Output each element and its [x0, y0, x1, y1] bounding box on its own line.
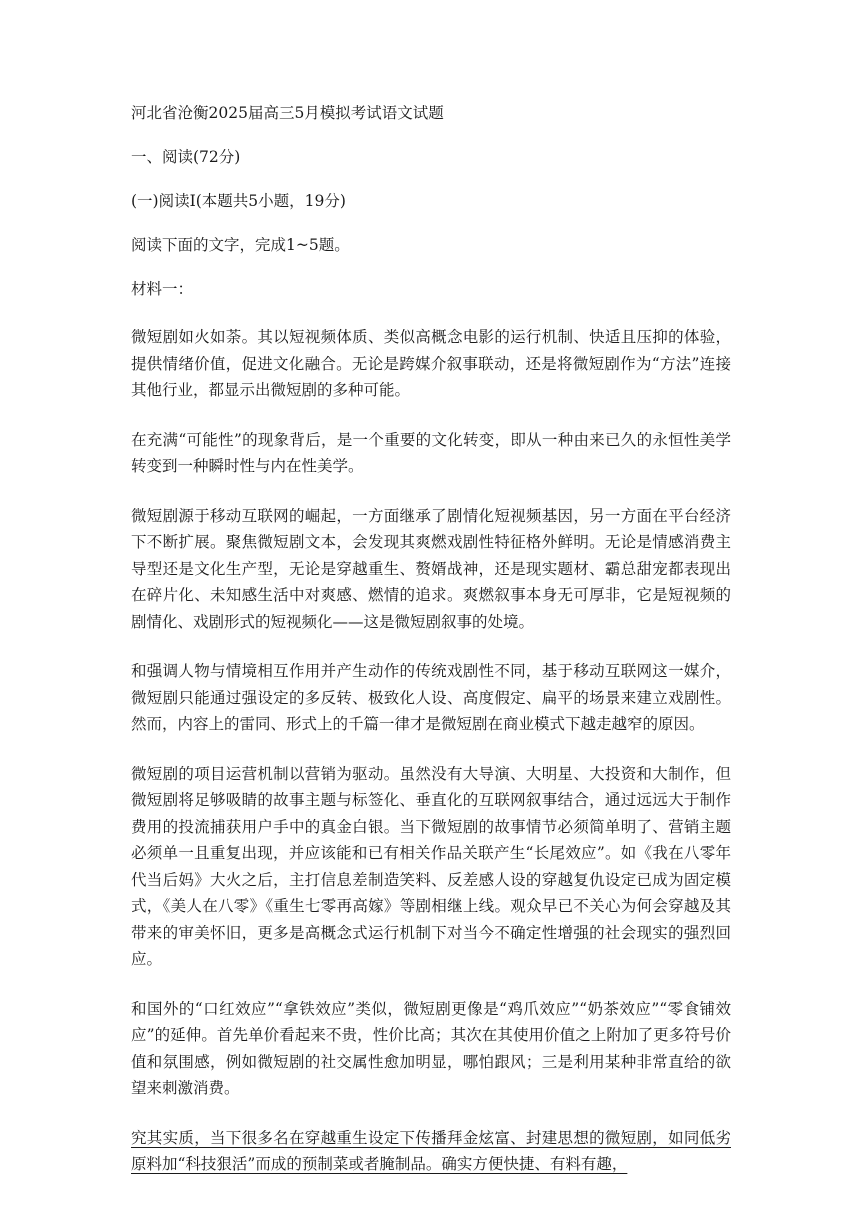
subsection-heading: (一)阅读Ⅰ(本题共5小题，19分)	[131, 192, 346, 210]
document-title: 河北省沧衡2025届高三5月模拟考试语文试题	[131, 104, 444, 122]
paragraph-5: 微短剧的项目运营机制以营销为驱动。虽然没有大导演、大明星、大投资和大制作，但微短剧将足够吸睛的故事主题与标签化、垂直化的互联网叙事结合，通过远远大于制作费用的投流捕获用户手中的真金白银。当下微短剧的故事情节必须简单明了、营销主题必须单一且重复出现，并应该能和已有相关作品关联产生“长尾效应”。如《我在八零年代当后妈》大火之后，主打信息差制造笑料、反差感人设的穿越复仇设定已成为固定模式，《美人在八零》《重生七零再高嫁》等剧相继上线。观众早已不关心为何会穿越及其带来的审美怀旧，更多是高概念式运行机制下对当今不确定性增强的社会现实的强烈回应。	[131, 764, 731, 968]
paragraph-4: 和强调人物与情境相互作用并产生动作的传统戏剧性不同，基于移动互联网这一媒介，微短剧只能通过强设定的多反转、极致化人设、高度假定、扁平的场景来建立戏剧性。然而，内容上的雷同、形式上的千篇一律才是微短剧在商业模式下越走越窄的原因。	[131, 662, 731, 733]
document-page	[131, 100, 731, 1201]
paragraph-7-underlined: 究其实质，当下很多名在穿越重生设定下传播拜金炫富、封建思想的微短剧，如同低劣原料加“科技狠活”而成的预制菜或者腌制品。确实方便快捷、有料有趣，	[131, 1128, 731, 1173]
paragraph-6: 和国外的“口红效应”“拿铁效应”类似，微短剧更像是“鸡爪效应”“奶茶效应”“零食铺效应”的延伸。首先单价看起来不贵，性价比高；其次在其使用价值之上附加了更多符号价值和氛围感，例如微短剧的社交属性愈加明显，哪怕跟风；三是利用某种非常直给的欲望来刺激消费。	[131, 999, 731, 1097]
material-label: 材料一：	[131, 280, 194, 298]
section-heading: 一、阅读(72分)	[131, 148, 241, 166]
paragraph-3: 微短剧源于移动互联网的崛起，一方面继承了剧情化短视频基因，另一方面在平台经济下不断扩展。聚焦微短剧文本，会发现其爽燃戏剧性特征格外鲜明。无论是情感消费主导型还是文化生产型，无论是穿越重生、赘婿战神，还是现实题材、霸总甜宠都表现出在碎片化、未知感生活中对爽感、燃情的追求。爽燃叙事本身无可厚非，它是短视频的剧情化、戏剧形式的短视频化——这是微短剧叙事的处境。	[131, 506, 731, 631]
instruction-text: 阅读下面的文字，完成1~5题。	[131, 236, 350, 254]
paragraph-1: 微短剧如火如荼。其以短视频体质、类似高概念电影的运行机制、快适且压抑的体验，提供情绪价值，促进文化融合。无论是跨媒介叙事联动，还是将微短剧作为“方法”连接其他行业，都显示出微短剧的多种可能。	[131, 328, 731, 399]
paragraph-2: 在充满“可能性”的现象背后，是一个重要的文化转变，即从一种由来已久的永恒性美学转变到一种瞬时性与内在性美学。	[131, 430, 731, 475]
